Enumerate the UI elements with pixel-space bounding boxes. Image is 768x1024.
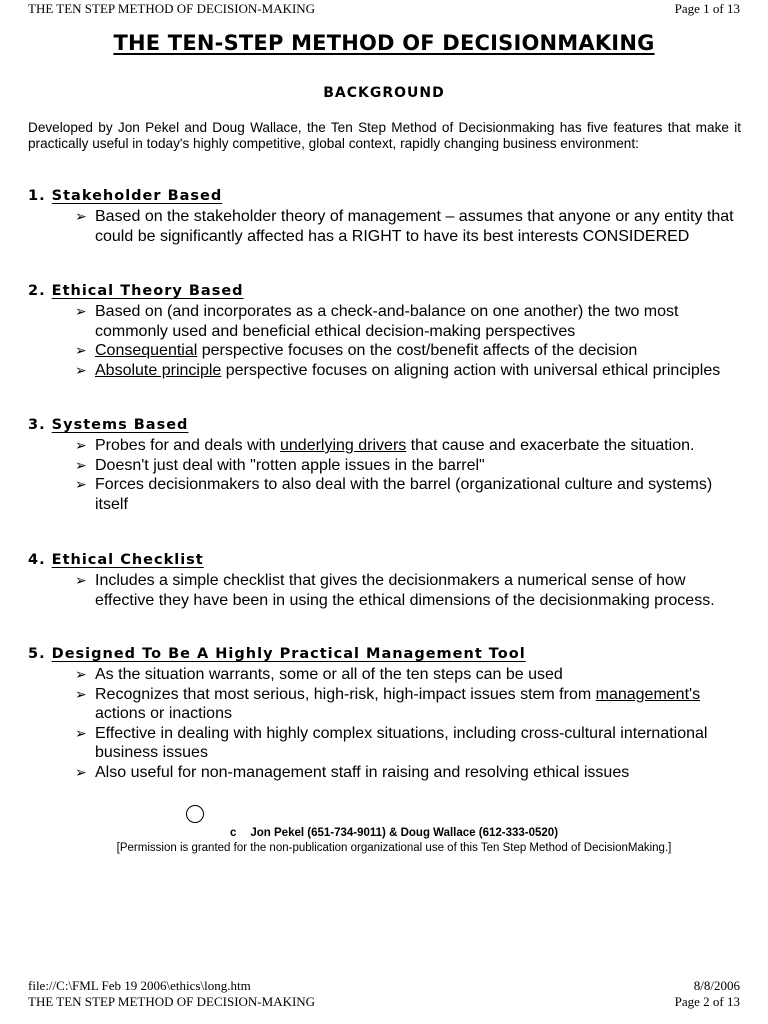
feature-section-1 [28, 186, 740, 246]
arrow-bullet-icon: ➢ [75, 685, 87, 702]
list-item: ➢ Consequential perspective focuses on the cost/benefit affects of the decision [75, 342, 638, 360]
copyright-line [0, 827, 768, 839]
list-item: ➢ Effective in dealing with highly complex situations, including cross-cultural international business issues [75, 724, 708, 762]
next-header-title: THE TEN STEP METHOD OF DECISION-MAKING [28, 994, 316, 1009]
feature-section-5 [28, 644, 740, 783]
feature-number: 5. [28, 646, 46, 662]
header-title: THE TEN STEP METHOD OF DECISION-MAKING [28, 1, 316, 16]
feature-title: Designed To Be A Highly Practical Management Tool [51, 646, 526, 662]
arrow-bullet-icon: ➢ [75, 437, 87, 453]
feature-section-4 [28, 550, 740, 610]
arrow-bullet-icon: ➢ [75, 476, 87, 493]
list-item: ➢ Based on the stakeholder theory of management – assumes that anyone or any entity that could be significantly affected has a RIGHT to have its best interests CONSIDERED [75, 208, 734, 245]
arrow-bullet-icon: ➢ [75, 572, 87, 588]
feature-title: Systems Based [51, 417, 189, 433]
page-header [0, 1, 768, 17]
bullet-list [28, 436, 740, 514]
list-item: ➢ Doesn't just deal with "rotten apple issues in the barrel" [75, 456, 485, 474]
document-title: THE TEN-STEP METHOD OF DECISIONMAKING [113, 31, 655, 55]
feature-section-2 [28, 281, 740, 380]
arrow-bullet-icon: ➢ [75, 724, 87, 741]
next-page-header [0, 994, 768, 1010]
bullet-list [28, 665, 740, 783]
circle-mark-icon [186, 805, 204, 823]
permission-note: [Permission is granted for the non-publication organizational use of this Ten Step Method of DecisionMaking.] [116, 842, 672, 854]
bullet-list [28, 207, 740, 246]
arrow-bullet-icon: ➢ [75, 361, 87, 378]
arrow-bullet-icon: ➢ [75, 342, 87, 359]
feature-heading [28, 550, 740, 570]
arrow-bullet-icon: ➢ [75, 303, 87, 319]
section-heading-background: BACKGROUND [323, 85, 445, 101]
list-item: ➢ As the situation warrants, some or all of the ten steps can be used [75, 666, 563, 683]
feature-title: Ethical Checklist [51, 552, 204, 568]
feature-number: 1. [28, 188, 46, 204]
feature-number: 3. [28, 417, 46, 433]
header-page-number: Page 1 of 13 [674, 1, 740, 16]
feature-heading [28, 415, 740, 435]
feature-number: 2. [28, 283, 46, 299]
feature-title: Ethical Theory Based [51, 283, 244, 299]
feature-section-3 [28, 415, 740, 514]
feature-title: Stakeholder Based [51, 188, 223, 204]
arrow-bullet-icon: ➢ [75, 456, 87, 473]
arrow-bullet-icon: ➢ [75, 763, 87, 780]
footer-file-path: file://C:\FML Feb 19 2006\ethics\long.htm [28, 978, 251, 993]
list-item: ➢ Also useful for non-management staff in raising and resolving ethical issues [75, 763, 630, 781]
bullet-list [28, 571, 740, 610]
footer-date: 8/8/2006 [693, 978, 740, 993]
list-item: ➢ Forces decisionmakers to also deal with the barrel (organizational culture and systems) itself [75, 476, 713, 513]
list-item: ➢ Probes for and deals with underlying drivers that cause and exacerbate the situation. [75, 437, 695, 454]
list-item: ➢ Recognizes that most serious, high-risk, high-impact issues stem from management's actions or inactions [75, 685, 701, 723]
page-footer [0, 978, 768, 994]
next-header-page-number: Page 2 of 13 [674, 994, 740, 1009]
list-item: ➢ Based on (and incorporates as a check-and-balance on one another) the two most commonly used and beneficial ethical decision-making perspectives [75, 303, 679, 340]
bullet-list [28, 302, 740, 380]
feature-heading [28, 644, 740, 664]
arrow-bullet-icon: ➢ [75, 208, 87, 224]
list-item: ➢ Includes a simple checklist that gives the decisionmakers a numerical sense of how effective they have been in using the ethical dimensions of the decisionmaking process. [75, 572, 715, 609]
feature-number: 4. [28, 552, 46, 568]
list-item: ➢ Absolute principle perspective focuses on aligning action with universal ethical principles [75, 361, 721, 379]
intro-paragraph: Developed by Jon Pekel and Doug Wallace, the Ten Step Method of Decisionmaking has five features that make it practically useful in today's highly competitive, global context, rapidly changing business environment: [28, 120, 741, 151]
feature-heading [28, 186, 740, 206]
copyright-text: Jon Pekel (651-734-9011) & Doug Wallace (612-333-0520) [250, 827, 559, 839]
feature-heading [28, 281, 740, 301]
arrow-bullet-icon: ➢ [75, 666, 87, 682]
copyright-mark: c [229, 827, 237, 839]
